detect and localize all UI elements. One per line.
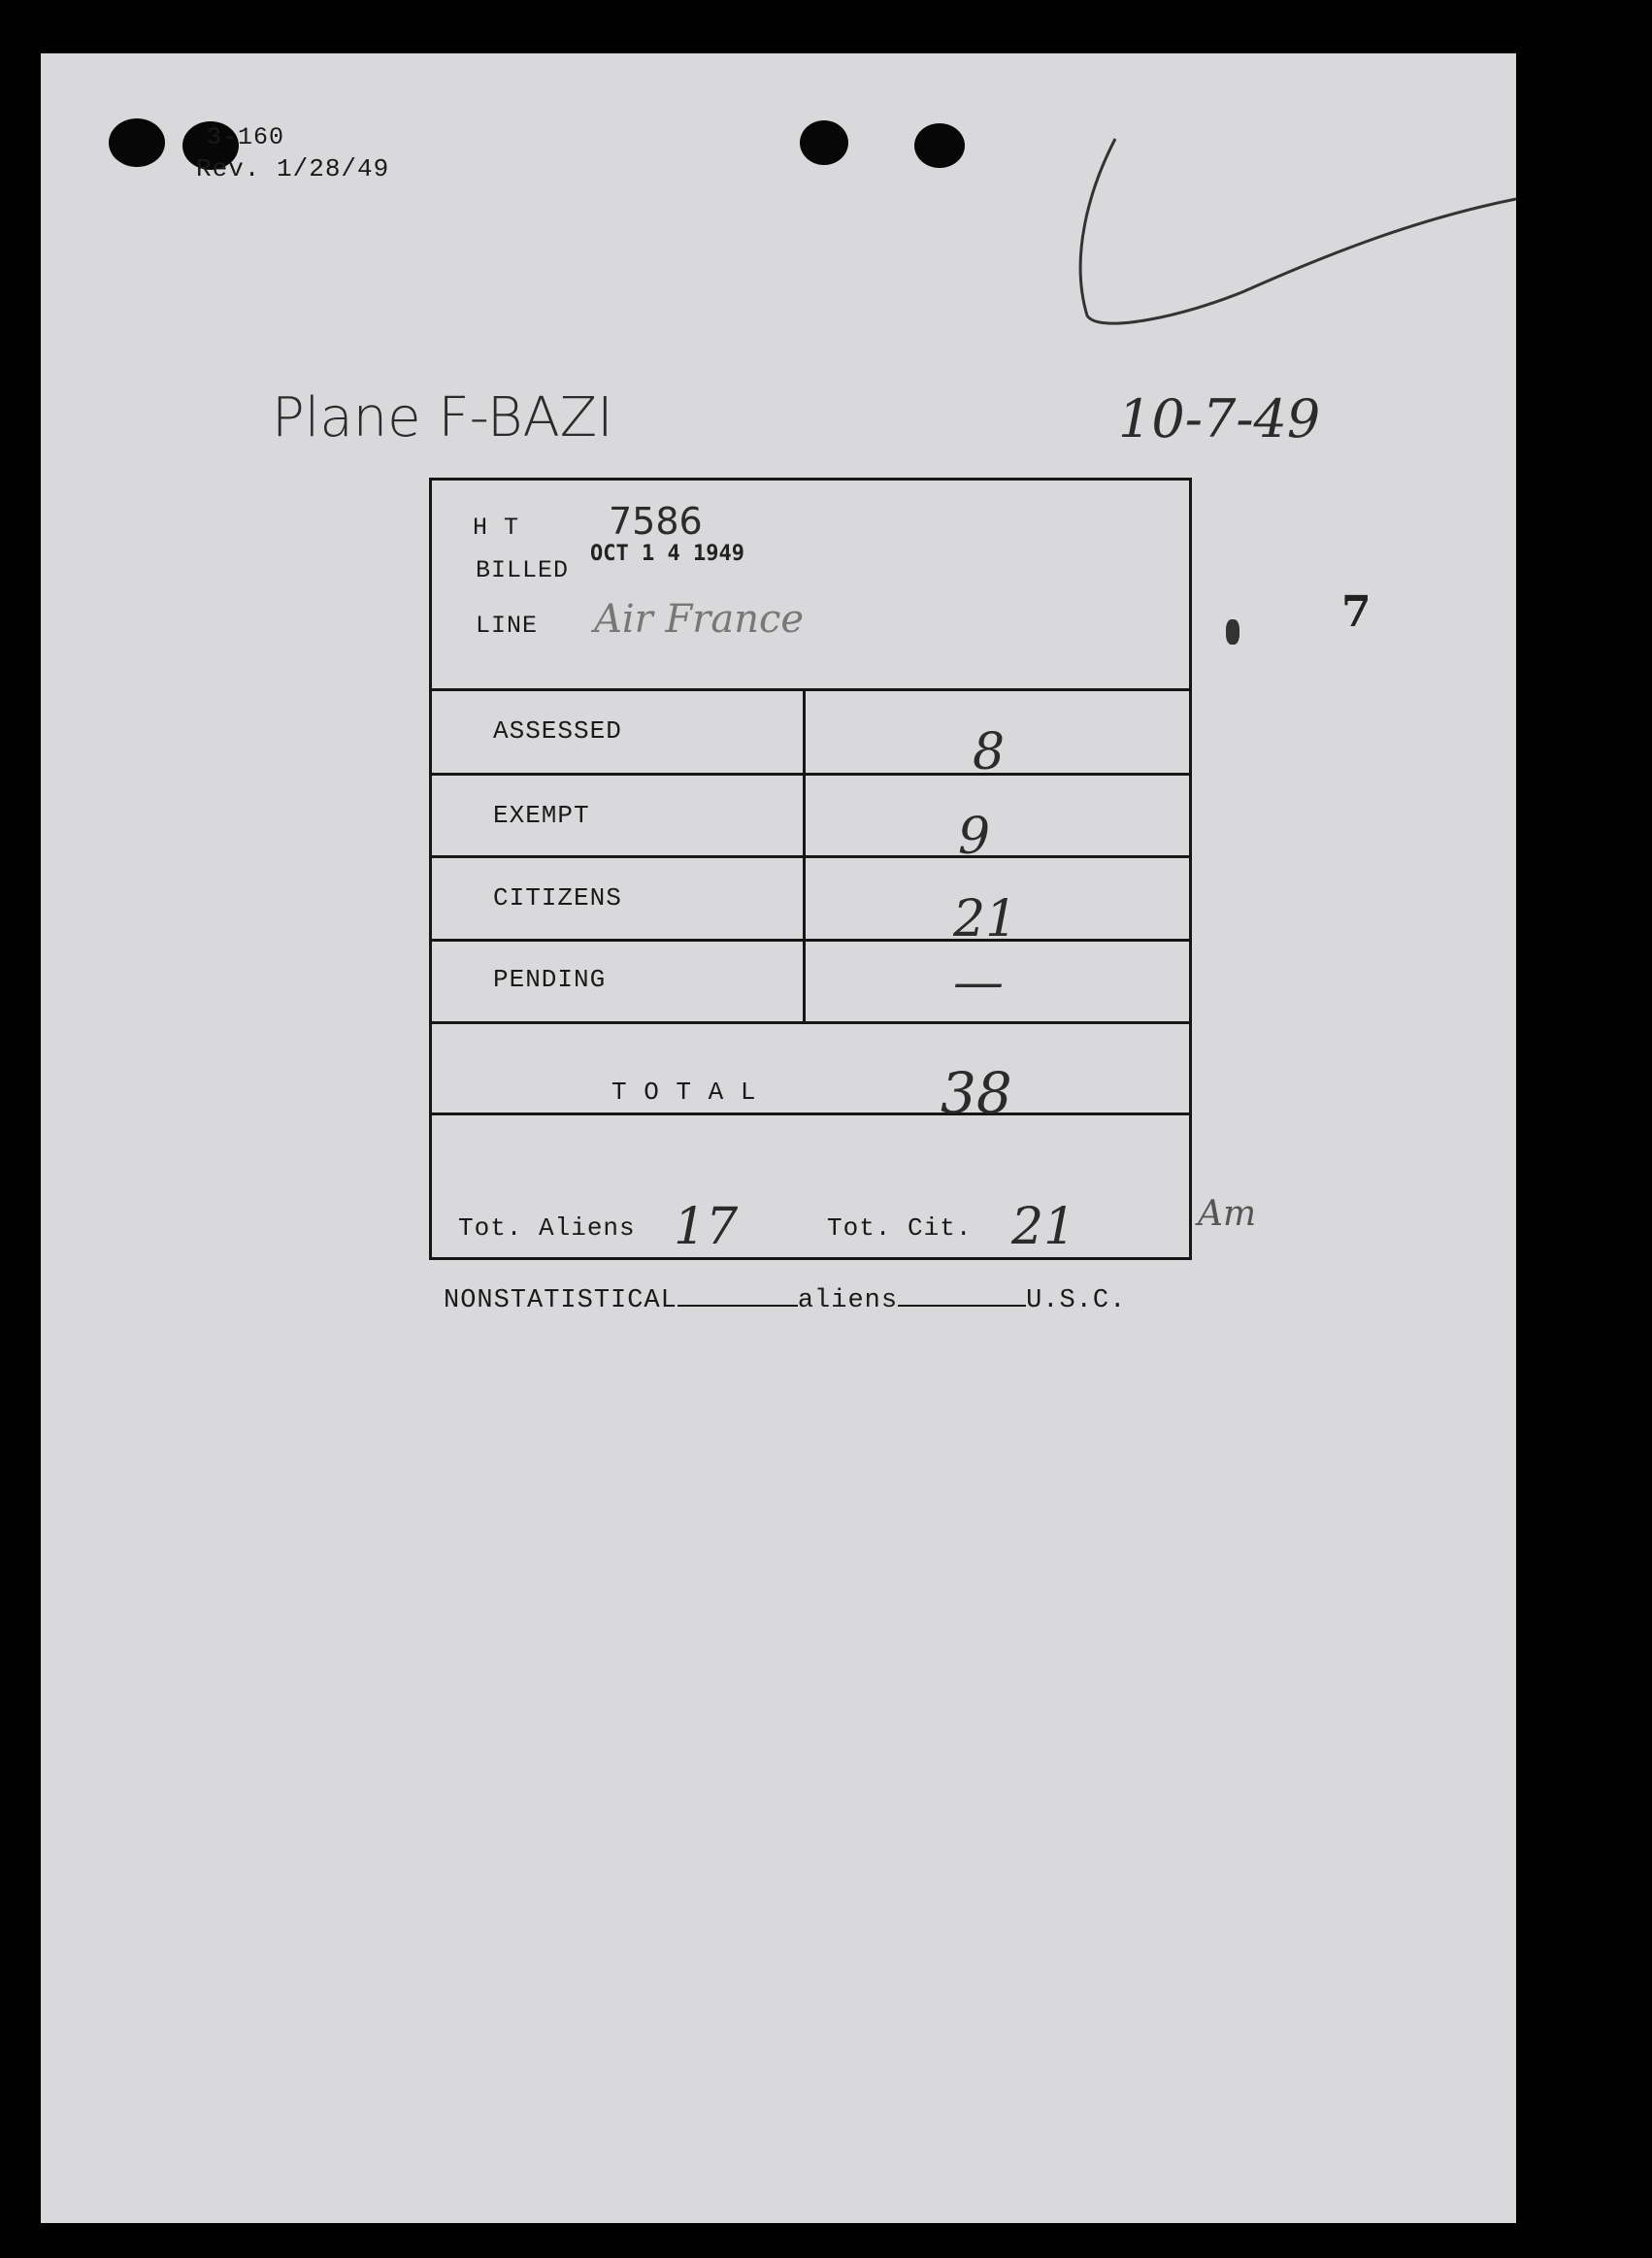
- row-value-exempt: 9: [958, 808, 991, 866]
- tot-aliens-label: Tot. Aliens: [458, 1213, 636, 1243]
- ht-number: 7586: [609, 500, 703, 543]
- tot-cit-value: 21: [1011, 1198, 1076, 1256]
- handwritten-date: 10-7-49: [1118, 388, 1321, 449]
- ht-label: H T: [473, 514, 520, 542]
- form-number: 3-160: [207, 123, 285, 151]
- ink-smudge: [1226, 619, 1239, 645]
- plane-registration: Plane F-BAZI: [272, 386, 613, 449]
- total-value: 38: [941, 1060, 1012, 1126]
- nonstat-aliens-blank: [677, 1305, 798, 1307]
- line-value: Air France: [594, 597, 805, 642]
- billed-label: BILLED: [476, 556, 570, 584]
- row-label-assessed: ASSESSED: [493, 716, 622, 746]
- billed-date-stamp: OCT 1 4 1949: [590, 542, 744, 566]
- total-label: T O T A L: [611, 1078, 757, 1107]
- line-label: LINE: [476, 612, 539, 640]
- pen-stroke: [41, 53, 1516, 345]
- manifest-box: [429, 478, 1192, 1260]
- row-label-exempt: EXEMPT: [493, 801, 590, 830]
- row-label-pending: PENDING: [493, 965, 607, 994]
- side-mark: 7: [1341, 587, 1371, 637]
- nonstat-usc-blank: [898, 1305, 1026, 1307]
- aliens-label: aliens: [797, 1286, 899, 1315]
- usc-label: U.S.C.: [1026, 1286, 1127, 1315]
- row-value-citizens: 21: [953, 890, 1018, 948]
- row-value-assessed: 8: [973, 723, 1006, 781]
- tot-cit-label: Tot. Cit.: [827, 1213, 973, 1243]
- initials: Am: [1198, 1194, 1257, 1234]
- form-revision: Rev. 1/28/49: [196, 154, 390, 183]
- nonstat-label: NONSTATISTICAL: [444, 1286, 677, 1315]
- tot-aliens-value: 17: [674, 1198, 739, 1256]
- document-page: [41, 53, 1516, 2223]
- nonstatistical-line: [444, 1286, 1126, 1315]
- row-value-pending: —: [953, 953, 1004, 1012]
- row-label-citizens: CITIZENS: [493, 883, 622, 913]
